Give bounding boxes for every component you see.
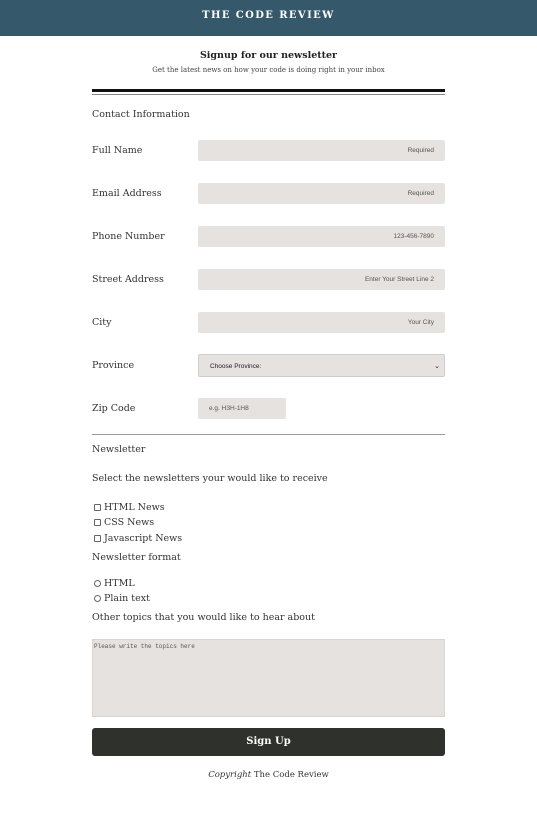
- chevron-down-icon: ⌄: [434, 363, 440, 370]
- street-address-input[interactable]: Enter Your Street Line 2: [198, 269, 445, 290]
- format-plain-text-radio[interactable]: [94, 595, 101, 602]
- zip-code-label: Zip Code: [92, 403, 136, 414]
- css-news-checkbox[interactable]: [94, 519, 101, 526]
- full-name-input[interactable]: Required: [198, 140, 445, 161]
- full-name-label: Full Name: [92, 145, 143, 156]
- html-news-checkbox[interactable]: [94, 504, 101, 511]
- javascript-news-label[interactable]: Javascript News: [104, 533, 183, 544]
- newsletter-section-heading: Newsletter: [92, 444, 146, 455]
- other-topics-label: Other topics that you would like to hear about: [92, 612, 315, 623]
- footer-copyright: [92, 770, 445, 780]
- email-label: Email Address: [92, 188, 162, 199]
- newsletter-prompt: Select the newsletters your would like to receive: [92, 473, 328, 484]
- copyright-word: Copyright: [208, 770, 252, 780]
- css-news-label[interactable]: CSS News: [104, 517, 155, 528]
- phone-label: Phone Number: [92, 231, 165, 242]
- province-selected-value: Choose Province:: [210, 363, 262, 370]
- email-input[interactable]: Required: [198, 183, 445, 204]
- city-label: City: [92, 317, 112, 328]
- page-title: Signup for our newsletter: [199, 50, 338, 61]
- contact-section-heading: Contact Information: [92, 109, 190, 120]
- other-topics-textarea[interactable]: Please write the topics here: [92, 639, 445, 717]
- phone-input[interactable]: 123-456-7890: [198, 226, 445, 247]
- sign-up-button[interactable]: Sign Up: [92, 728, 445, 756]
- format-html-radio[interactable]: [94, 580, 101, 587]
- zip-code-input[interactable]: e.g. H3H-1H8: [198, 398, 286, 419]
- city-input[interactable]: Your City: [198, 312, 445, 333]
- section-divider: [92, 434, 445, 435]
- html-news-label[interactable]: HTML News: [104, 502, 165, 513]
- format-html-label[interactable]: HTML: [104, 578, 135, 589]
- site-header: [0, 0, 537, 36]
- site-brand: THE CODE REVIEW: [202, 10, 335, 21]
- province-label: Province: [92, 360, 135, 371]
- province-select[interactable]: [198, 354, 445, 377]
- page-subtitle: Get the latest news on how your code is doing right in your inbox: [152, 66, 385, 74]
- title-divider-thin: [92, 94, 445, 95]
- title-divider-thick: [92, 89, 445, 92]
- copyright-owner: The Code Review: [253, 770, 329, 780]
- street-address-label: Street Address: [92, 274, 164, 285]
- newsletter-format-label: Newsletter format: [92, 552, 181, 563]
- format-plain-text-label[interactable]: Plain text: [104, 593, 150, 604]
- javascript-news-checkbox[interactable]: [94, 535, 101, 542]
